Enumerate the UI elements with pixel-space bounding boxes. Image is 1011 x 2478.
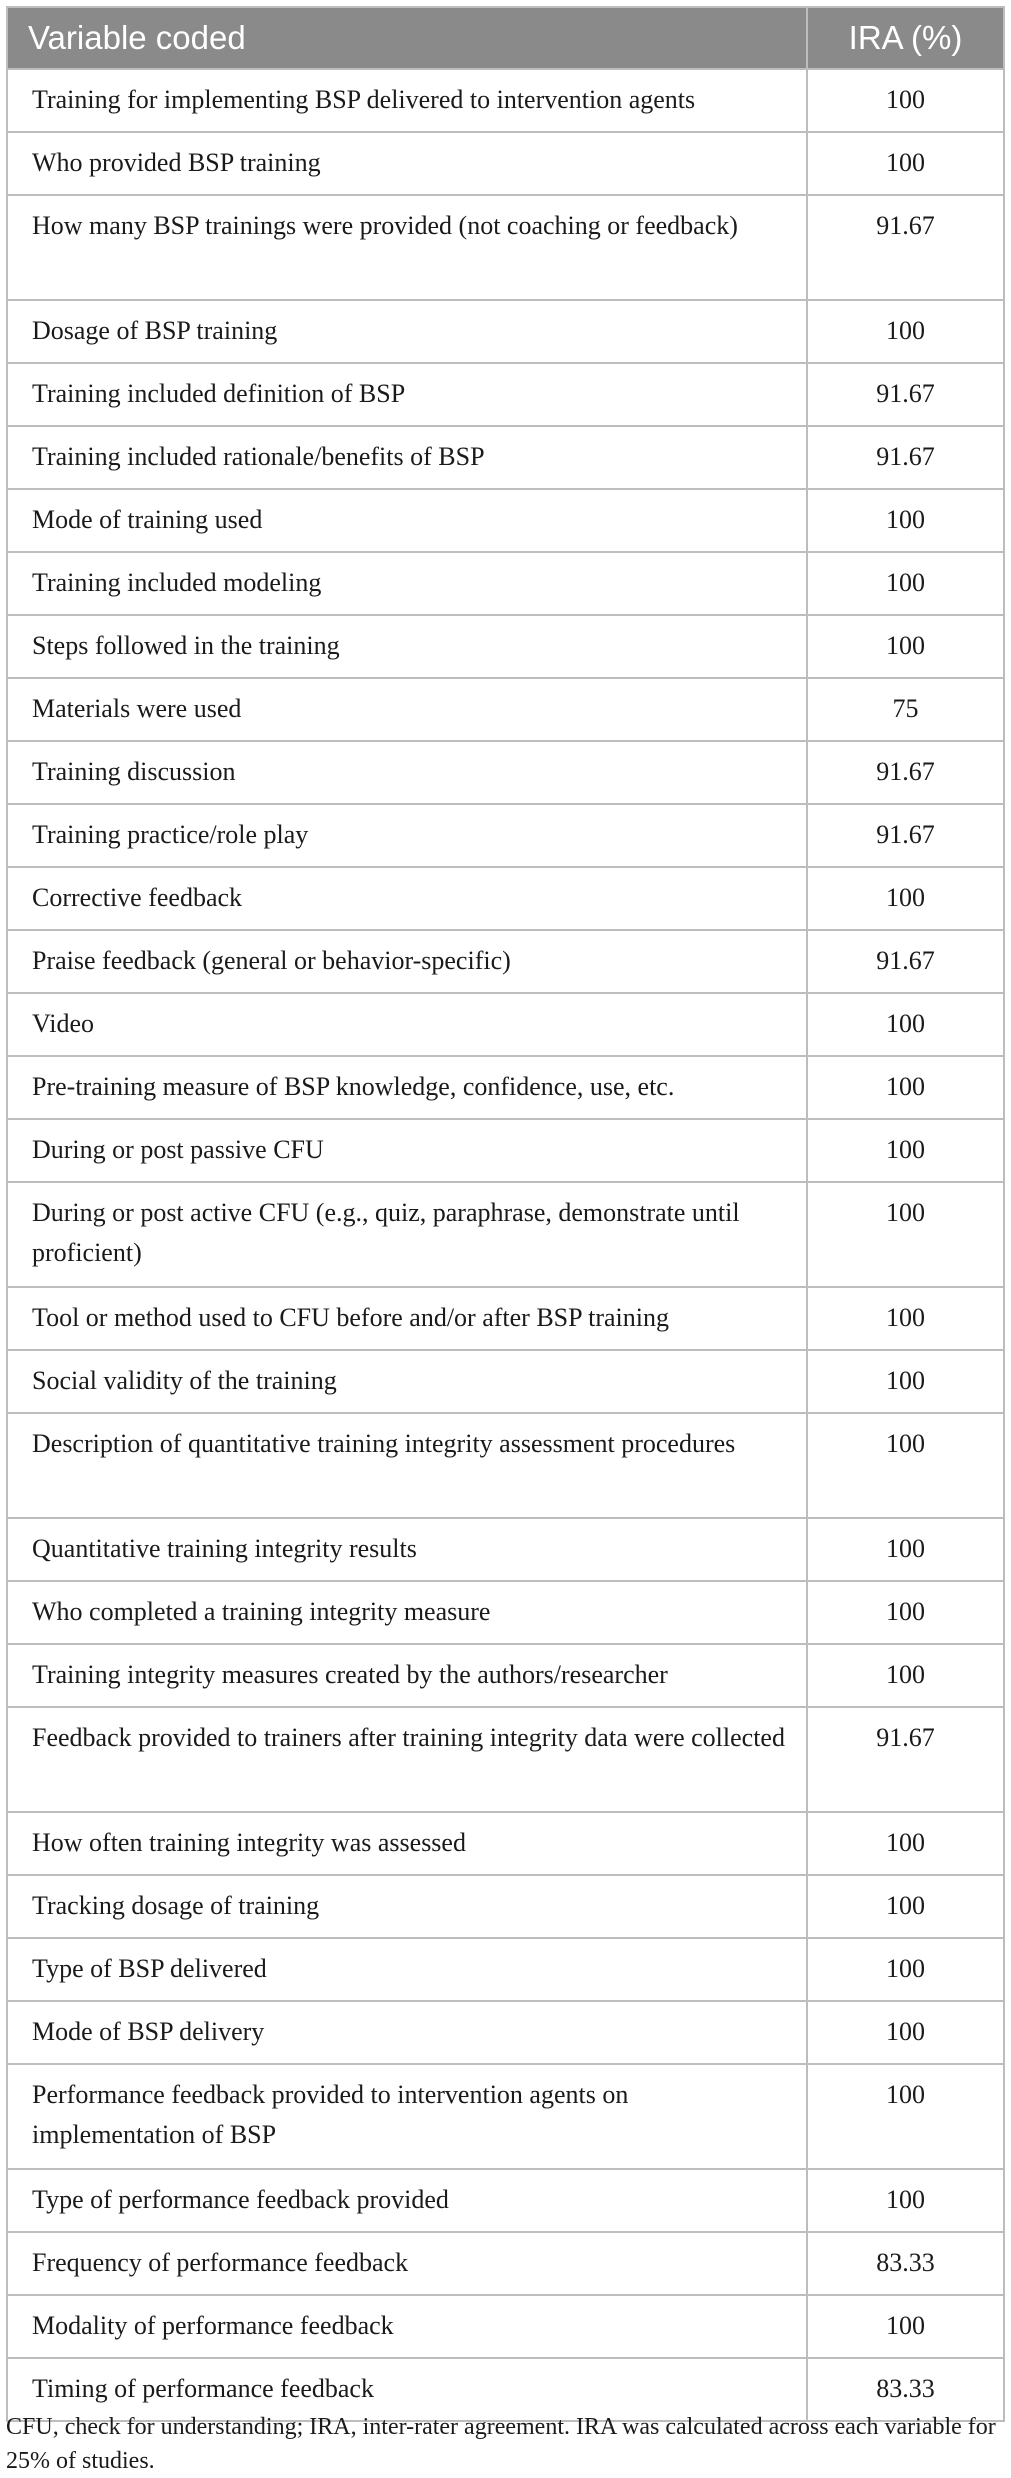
table-row: [7, 1413, 1004, 1518]
ira-value-cell: 100: [807, 1812, 1004, 1875]
table-row: [7, 132, 1004, 195]
variable-cell: Training included definition of BSP: [7, 363, 807, 426]
variable-cell: Modality of performance feedback: [7, 2295, 807, 2358]
table-row: [7, 615, 1004, 678]
header-variable-coded: Variable coded: [7, 7, 807, 69]
ira-value-cell: 100: [807, 1413, 1004, 1518]
ira-value-cell: 100: [807, 300, 1004, 363]
table-row: [7, 1350, 1004, 1413]
table-row: [7, 1707, 1004, 1812]
table-row: [7, 678, 1004, 741]
ira-value-cell: 100: [807, 1644, 1004, 1707]
variable-cell: Video: [7, 993, 807, 1056]
variable-cell: Training practice/role play: [7, 804, 807, 867]
table-row: [7, 552, 1004, 615]
ira-value-cell: 100: [807, 1119, 1004, 1182]
variable-cell: Who completed a training integrity measure: [7, 1581, 807, 1644]
table-row: [7, 1287, 1004, 1350]
ira-value-cell: 100: [807, 1287, 1004, 1350]
variable-cell: Type of performance feedback provided: [7, 2169, 807, 2232]
table-row: [7, 2232, 1004, 2295]
table-row: [7, 489, 1004, 552]
ira-value-cell: 83.33: [807, 2358, 1004, 2421]
ira-value-cell: 100: [807, 552, 1004, 615]
variable-cell: Tracking dosage of training: [7, 1875, 807, 1938]
table-row: [7, 195, 1004, 300]
ira-value-cell: 100: [807, 867, 1004, 930]
variable-cell: Who provided BSP training: [7, 132, 807, 195]
ira-value-cell: 100: [807, 1875, 1004, 1938]
variable-cell: How often training integrity was assessed: [7, 1812, 807, 1875]
ira-value-cell: 100: [807, 1938, 1004, 2001]
table-body: [7, 69, 1004, 2421]
table-row: [7, 2295, 1004, 2358]
ira-value-cell: 100: [807, 2064, 1004, 2169]
variable-cell: Pre-training measure of BSP knowledge, confidence, use, etc.: [7, 1056, 807, 1119]
variable-cell: Training integrity measures created by the authors/researcher: [7, 1644, 807, 1707]
table-row: [7, 1182, 1004, 1287]
ira-value-cell: 91.67: [807, 930, 1004, 993]
variable-cell: Quantitative training integrity results: [7, 1518, 807, 1581]
ira-value-cell: 91.67: [807, 741, 1004, 804]
table-row: [7, 1812, 1004, 1875]
ira-value-cell: 100: [807, 489, 1004, 552]
table-row: [7, 426, 1004, 489]
ira-value-cell: 100: [807, 132, 1004, 195]
variable-cell: Training included rationale/benefits of BSP: [7, 426, 807, 489]
table-row: [7, 804, 1004, 867]
ira-value-cell: 100: [807, 2169, 1004, 2232]
table-row: [7, 2064, 1004, 2169]
ira-value-cell: 91.67: [807, 426, 1004, 489]
variable-cell: Social validity of the training: [7, 1350, 807, 1413]
ira-value-cell: 83.33: [807, 2232, 1004, 2295]
ira-value-cell: 100: [807, 1581, 1004, 1644]
ira-value-cell: 100: [807, 69, 1004, 132]
variable-cell: Frequency of performance feedback: [7, 2232, 807, 2295]
variable-cell: During or post passive CFU: [7, 1119, 807, 1182]
table-row: [7, 741, 1004, 804]
ira-table: [6, 6, 1005, 2422]
variable-cell: Feedback provided to trainers after training integrity data were collected: [7, 1707, 807, 1812]
ira-value-cell: 100: [807, 2001, 1004, 2064]
table-row: [7, 1056, 1004, 1119]
table-row: [7, 993, 1004, 1056]
ira-value-cell: 75: [807, 678, 1004, 741]
variable-cell: Description of quantitative training integrity assessment procedures: [7, 1413, 807, 1518]
table-row: [7, 867, 1004, 930]
ira-value-cell: 91.67: [807, 804, 1004, 867]
variable-cell: Materials were used: [7, 678, 807, 741]
table-row: [7, 930, 1004, 993]
table-row: [7, 1875, 1004, 1938]
table-row: [7, 1119, 1004, 1182]
variable-cell: Mode of training used: [7, 489, 807, 552]
header-row: [7, 7, 1004, 69]
variable-cell: Training for implementing BSP delivered to intervention agents: [7, 69, 807, 132]
variable-cell: How many BSP trainings were provided (not coaching or feedback): [7, 195, 807, 300]
table-row: [7, 1938, 1004, 2001]
variable-cell: Timing of performance feedback: [7, 2358, 807, 2421]
variable-cell: Corrective feedback: [7, 867, 807, 930]
ira-value-cell: 100: [807, 2295, 1004, 2358]
variable-cell: Praise feedback (general or behavior-specific): [7, 930, 807, 993]
table-row: [7, 1518, 1004, 1581]
table-row: [7, 2169, 1004, 2232]
variable-cell: During or post active CFU (e.g., quiz, paraphrase, demonstrate until proficient): [7, 1182, 807, 1287]
table-row: [7, 363, 1004, 426]
ira-value-cell: 100: [807, 615, 1004, 678]
variable-cell: Tool or method used to CFU before and/or after BSP training: [7, 1287, 807, 1350]
ira-value-cell: 91.67: [807, 1707, 1004, 1812]
table-header: [7, 7, 1004, 69]
table-row: [7, 2001, 1004, 2064]
table-row: [7, 1581, 1004, 1644]
ira-table-container: [6, 6, 1003, 2422]
ira-value-cell: 91.67: [807, 195, 1004, 300]
ira-value-cell: 100: [807, 1518, 1004, 1581]
ira-value-cell: 100: [807, 1350, 1004, 1413]
variable-cell: Mode of BSP delivery: [7, 2001, 807, 2064]
table-row: [7, 1644, 1004, 1707]
variable-cell: Training discussion: [7, 741, 807, 804]
variable-cell: Training included modeling: [7, 552, 807, 615]
ira-value-cell: 100: [807, 1056, 1004, 1119]
table-footnote: CFU, check for understanding; IRA, inter-rater agreement. IRA was calculated across each variable for 25% of studies.: [6, 2414, 996, 2474]
variable-cell: Steps followed in the training: [7, 615, 807, 678]
ira-value-cell: 91.67: [807, 363, 1004, 426]
variable-cell: Performance feedback provided to intervention agents on implementation of BSP: [7, 2064, 807, 2169]
table-row: [7, 300, 1004, 363]
ira-value-cell: 100: [807, 1182, 1004, 1287]
header-ira: IRA (%): [807, 7, 1004, 69]
ira-value-cell: 100: [807, 993, 1004, 1056]
table-row: [7, 69, 1004, 132]
variable-cell: Dosage of BSP training: [7, 300, 807, 363]
variable-cell: Type of BSP delivered: [7, 1938, 807, 2001]
